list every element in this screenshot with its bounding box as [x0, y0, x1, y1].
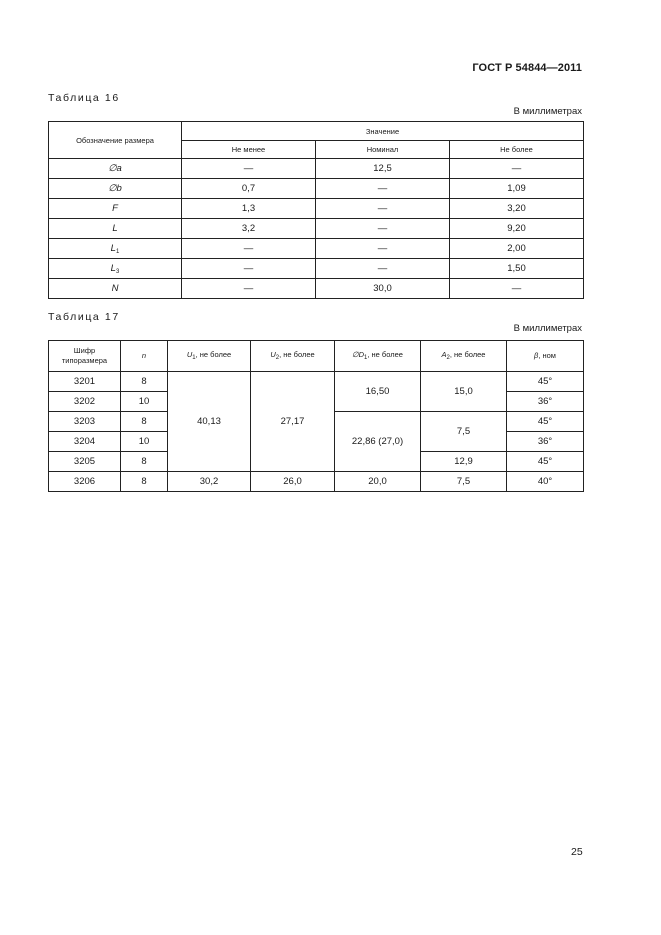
d1-cell: 16,50: [335, 372, 421, 412]
table-row: [49, 279, 584, 299]
u2-merged-cell: 27,17: [251, 372, 335, 472]
table-row: [49, 372, 584, 392]
n-cell: 8: [121, 372, 168, 392]
designation-symbol: L: [110, 242, 116, 254]
header-d1: $\emptyset D_1$, не более: [335, 341, 421, 372]
header-u1: $U_1$, не более: [168, 341, 251, 372]
nominal-cell: 30,0: [316, 279, 450, 299]
min-cell: —: [182, 239, 316, 259]
table-17-units: В миллиметрах: [513, 323, 582, 334]
u2-cell: 26,0: [251, 472, 335, 492]
table-17: [48, 340, 584, 492]
header-u2: $U_2$, не более: [251, 341, 335, 372]
min-cell: —: [182, 259, 316, 279]
nominal-cell: —: [316, 219, 450, 239]
d1-cell: 20,0: [335, 472, 421, 492]
designation-symbol: L: [112, 222, 118, 234]
header-nominal: Номинал: [316, 141, 450, 159]
u1-merged-cell: 40,13: [168, 372, 251, 472]
page-number: 25: [571, 846, 583, 858]
size-code-cell: 3205: [49, 452, 121, 472]
min-cell: —: [182, 159, 316, 179]
max-cell: 1,09: [450, 179, 584, 199]
nominal-cell: —: [316, 239, 450, 259]
designation-symbol: N: [111, 282, 119, 294]
beta-cell: 36°: [507, 392, 584, 412]
beta-cell: 45°: [507, 372, 584, 392]
header-value: Значение: [182, 122, 584, 141]
min-cell: 0,7: [182, 179, 316, 199]
nominal-cell: —: [316, 179, 450, 199]
max-cell: 9,20: [450, 219, 584, 239]
n-cell: 8: [121, 452, 168, 472]
header-n: n: [121, 341, 168, 372]
table-row: [49, 239, 584, 259]
designation-cell: [49, 219, 182, 239]
table-row: [49, 159, 584, 179]
table-row: [49, 259, 584, 279]
designation-cell: [49, 259, 182, 279]
max-cell: 1,50: [450, 259, 584, 279]
header-designation: Обозначение размера: [49, 122, 182, 159]
designation-cell: [49, 199, 182, 219]
min-cell: 1,3: [182, 199, 316, 219]
table-17-title: Таблица 17: [48, 311, 120, 323]
table-16-units: В миллиметрах: [513, 106, 582, 117]
table-row: [49, 179, 584, 199]
nominal-cell: 12,5: [316, 159, 450, 179]
table-16-title: Таблица 16: [48, 92, 120, 104]
designation-symbol: ∅b: [108, 182, 122, 194]
size-code-cell: 3201: [49, 372, 121, 392]
size-code-cell: 3203: [49, 412, 121, 432]
table-row: [49, 199, 584, 219]
nominal-cell: —: [316, 199, 450, 219]
d1-cell: 22,86 (27,0): [335, 412, 421, 472]
header-min: Не менее: [182, 141, 316, 159]
max-cell: 2,00: [450, 239, 584, 259]
beta-cell: 40°: [507, 472, 584, 492]
n-cell: 10: [121, 392, 168, 412]
designation-symbol: F: [112, 202, 118, 214]
n-cell: 10: [121, 432, 168, 452]
designation-symbol: L: [110, 262, 116, 274]
size-code-cell: 3204: [49, 432, 121, 452]
beta-cell: 45°: [507, 412, 584, 432]
header-a2: $A_2$, не более: [421, 341, 507, 372]
a2-cell: 12,9: [421, 452, 507, 472]
n-cell: 8: [121, 472, 168, 492]
designation-subscript: 1: [115, 248, 120, 255]
beta-cell: 45°: [507, 452, 584, 472]
designation-cell: [49, 159, 182, 179]
u1-cell: 30,2: [168, 472, 251, 492]
size-code-cell: 3206: [49, 472, 121, 492]
header-max: Не более: [450, 141, 584, 159]
table-row: [49, 219, 584, 239]
designation-cell: [49, 179, 182, 199]
header-beta: β, ном: [507, 341, 584, 372]
min-cell: 3,2: [182, 219, 316, 239]
designation-cell: [49, 279, 182, 299]
designation-symbol: ∅a: [108, 162, 122, 174]
min-cell: —: [182, 279, 316, 299]
max-cell: 3,20: [450, 199, 584, 219]
max-cell: —: [450, 159, 584, 179]
header-size-code: Шифр типоразмера: [49, 341, 121, 372]
a2-cell: 7,5: [421, 412, 507, 452]
a2-cell: 15,0: [421, 372, 507, 412]
a2-cell: 7,5: [421, 472, 507, 492]
max-cell: —: [450, 279, 584, 299]
designation-cell: [49, 239, 182, 259]
table-row: [49, 472, 584, 492]
table-16: [48, 121, 584, 299]
size-code-cell: 3202: [49, 392, 121, 412]
standard-code: ГОСТ Р 54844—2011: [472, 62, 582, 74]
n-cell: 8: [121, 412, 168, 432]
beta-cell: 36°: [507, 432, 584, 452]
nominal-cell: —: [316, 259, 450, 279]
designation-subscript: 3: [115, 268, 120, 275]
